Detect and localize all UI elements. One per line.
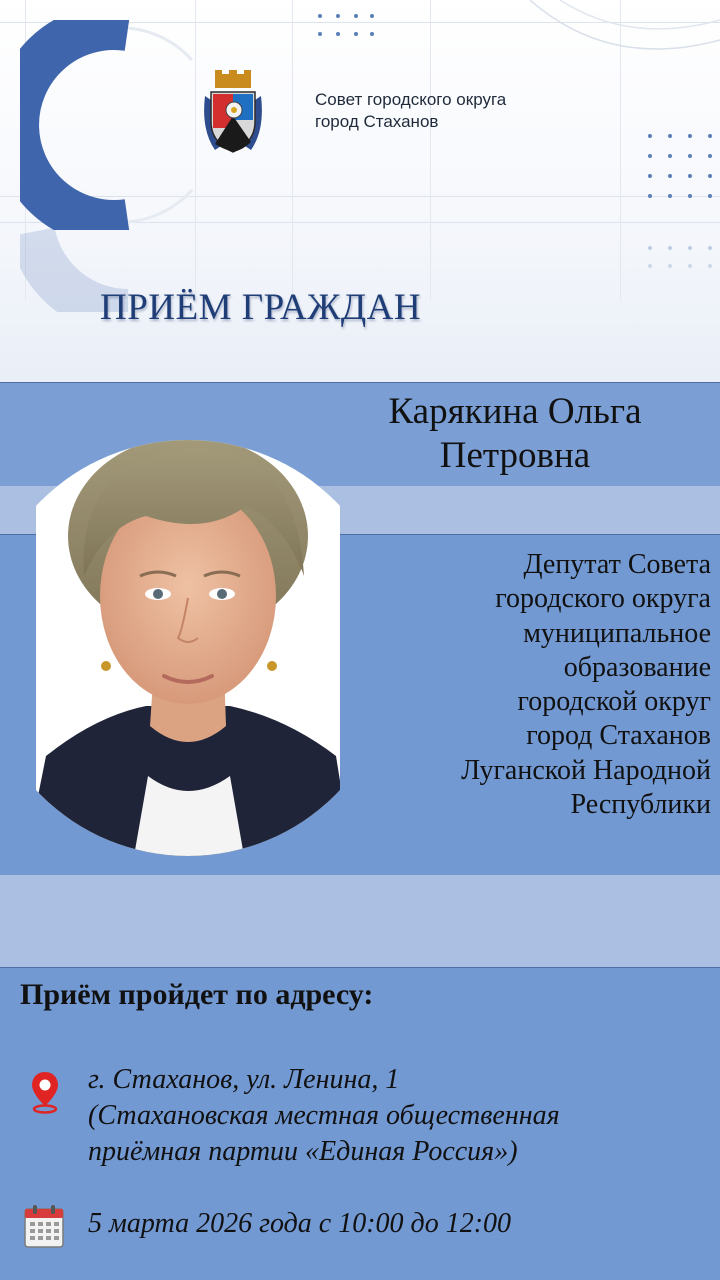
position-line: городского округа [495,583,711,615]
address-heading: Приём пройдет по адресу: [20,978,374,1011]
page-title: ПРИЁМ ГРАЖДАН [100,287,422,328]
position-line: город Стаханов [526,720,711,752]
address-text [88,1062,708,1170]
deputy-name-line2: Петровна [439,435,591,476]
organization-name [315,89,615,133]
position-line: Депутат Совета [523,549,711,580]
position-line: образование [563,651,711,683]
calendar-icon [24,1204,64,1248]
header-background [0,0,720,382]
decor-arcs [520,0,720,90]
address-line: приёмная партии «Единая Россия») [88,1136,518,1167]
organization-name-line1: Совет городского округа [315,90,507,109]
position-line: городской округ [517,686,711,718]
coat-of-arms-icon [203,70,263,158]
deputy-portrait [36,426,340,856]
position-line: Луганской Народной [461,754,711,786]
deputy-position [381,548,711,822]
deputy-name-line1: Карякина Ольга [388,391,642,432]
reception-datetime: 5 марта 2026 года с 10:00 до 12:00 [88,1208,512,1239]
letter-c-logo-icon [20,20,220,230]
band-spacer-2 [0,875,720,967]
organization-name-line2: город Стаханов [315,112,439,131]
address-line: г. Стаханов, ул. Ленина, 1 [88,1064,400,1095]
deputy-name [330,390,700,478]
position-line: муниципальное [523,617,711,649]
location-pin-icon [30,1070,60,1114]
position-line: Республики [570,789,711,821]
address-line: (Стахановская местная общественная [88,1100,560,1131]
